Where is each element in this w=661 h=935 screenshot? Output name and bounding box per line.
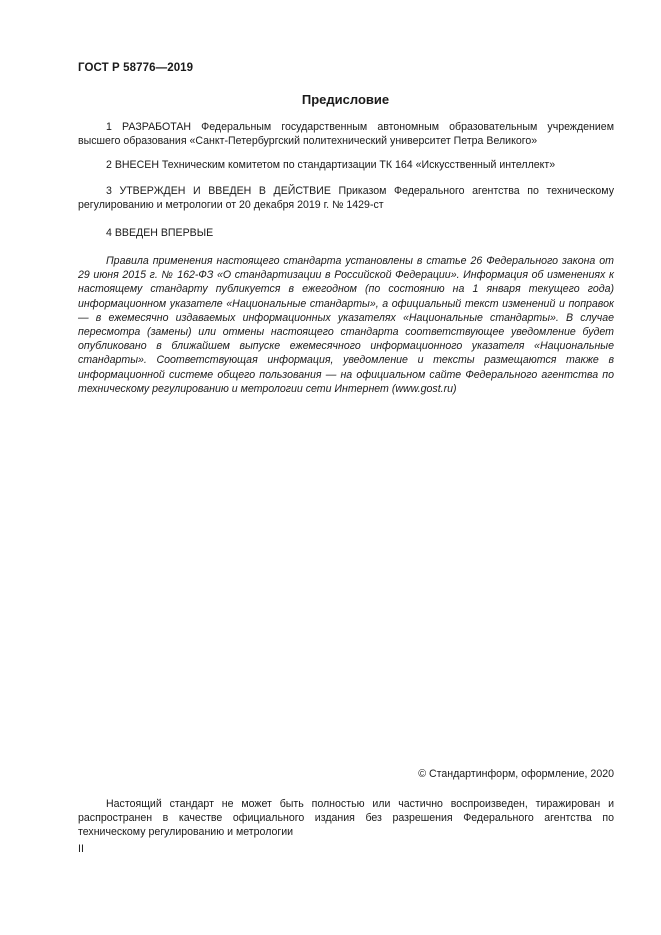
application-rules-note: [78, 254, 614, 396]
paragraph-submitted-by-text: 2 ВНЕСЕН Техническим комитетом по стандартизации ТК 164 «Искусственный интеллект»: [106, 159, 556, 171]
paragraph-submitted-by: [78, 158, 614, 172]
document-code: ГОСТ Р 58776—2019: [78, 62, 194, 74]
legal-notice: [78, 797, 614, 839]
section-title: Предисловие: [301, 92, 390, 107]
legal-notice-text: Настоящий стандарт не может быть полностью или частично воспроизведен, тиражирован и распространен в качестве официального издания без разрешения Федерального агентства по техническому регулированию и метрологии: [78, 798, 614, 838]
copyright-line: © Стандартинформ, оформление, 2020: [418, 768, 614, 780]
page-number: II: [78, 843, 84, 855]
paragraph-developed-by: [78, 120, 614, 148]
paragraph-first-introduced-text: 4 ВВЕДЕН ВПЕРВЫЕ: [106, 227, 214, 239]
paragraph-developed-by-text: 1 РАЗРАБОТАН Федеральным государственным автономным образовательным учреждением высшего образования «Санкт-Петербургский политехнический университет Петра Великого»: [78, 121, 614, 148]
paragraph-approved: [78, 184, 614, 212]
paragraph-approved-text: 3 УТВЕРЖДЕН И ВВЕДЕН В ДЕЙСТВИЕ Приказом Федерального агентства по техническому регулированию и метрологии от 20 декабря 2019 г. № 1429-ст: [78, 185, 614, 212]
application-rules-note-text: Правила применения настоящего стандарта установлены в статье 26 Федерального закона от 29 июня 2015 г. № 162-ФЗ «О стандартизации в Российской Федерации». Информация об изменениях к настоящему стандарту публикуется в ежегодном (по состоянию на 1 января текущего года) информационном указателе «Национальные стандарты», а официальный текст изменений и поправок — в ежемесячно издаваемых информационных указателях «Национальные стандарты». В случае пересмотра (замены) или отмены настоящего стандарта соответствующее уведомление будет опубликовано в ближайшем выпуске ежемесячного информационного указателя «Национальные стандарты». Соответствующая информация, уведомление и тексты размещаются также в информационной системе общего пользования — на официальном сайте Федерального агентства по техническому регулированию и метрологии сети Интернет (www.gost.ru): [78, 255, 614, 395]
paragraph-first-introduced: [78, 226, 614, 240]
